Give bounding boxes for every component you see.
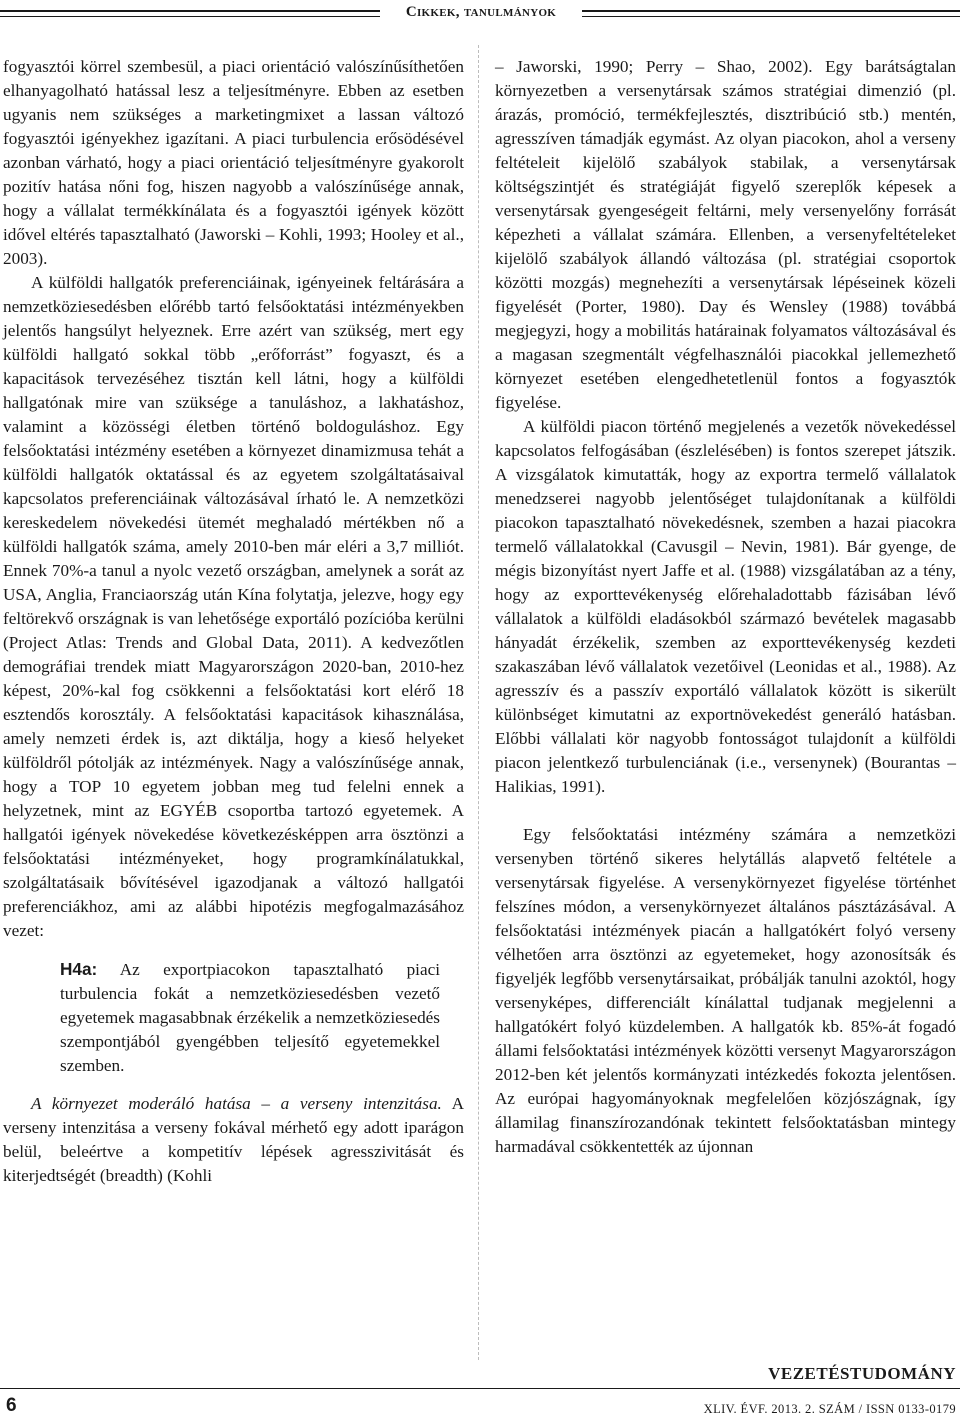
hypothesis-text: Az exportpiacokon tapasztalható piaci turbulencia fokát a nemzetköziesedésben vezető egyetemek magasabbnak érzékelik a nemzetköziesedés szempontjából gyengébben teljesítő egyetemekkel szemben. <box>60 960 440 1075</box>
paragraph <box>3 1092 464 1188</box>
section-title: Cikkek, tanulmányok <box>384 1 578 23</box>
paragraph: A külföldi hallgatók preferenciáinak, igényeinek feltárására a nemzetköziesedésben előrébb tartó felsőoktatási intézményekben jelentős hangsúlyt helyeznek. Erre azért van szükség, mert egy külföldi hallgató sokkal több „erőforrást” fogyaszt, és a kapacitások tervezéséhez tisztán kell látni, hogy a külföldi hallgatónak mire van szüksége a tanuláshoz, a lakhatáshoz, valamint a közösségi életben történő boldoguláshoz. Egy felsőoktatási intézmény esetében a környezet dinamizmusa tehát a külföldi hallgatók oktatással és az egyetem szolgáltatásaival kapcsolatos preferenciáinak változásával írható le. A nemzetközi kereskedelem növekedési ütemét meghaladó mértékben nő a külföldi hallgatók száma, amely 2010-ben már eléri a 3,7 milliót. Ennek 70%-a tanul a nyolc vezető országban, amelynek a sorát az USA, Anglia, Franciaország után Kína folytatja, jelezve, hogy egy feltörekvő országnak is van lehetősége exportáló pozícióba kerülni (Project Atlas: Trends and Global Data, 2011). A kedvezőtlen demográfiai trendek miatt Magyarországon 2020-ban, 2010-hez képest, 20%-kal fog csökkenni a felsőoktatási kort elérő 18 esztendős korosztály. A felsőoktatási kapacitások kihasználása, amely nemzeti érdek is, azt diktálja, hogy a kieső helyeket külföldről pótolják az intézmények. Nagy a valószínűsége annak, hogy a TOP 10 egyetem jobban meg tud felelni ennek a helyzetnek, mint az EGYÉB csoportba tartozó egyetemek. A hallgatói igények növekedése következésképpen arra ösztönzi a felsőoktatási intézményeket, hogy programkínálatukkal, szolgáltatásaik bővítésével igazodjanak a változó hallgatói preferenciákhoz, ami az alábbi hipotézis megfogalmazásához vezet: <box>3 273 464 940</box>
footer-rule <box>0 1388 960 1389</box>
subheading: A környezet moderáló hatása – a verseny intenzitása. <box>31 1094 442 1113</box>
column-divider <box>478 45 479 1360</box>
left-column <box>3 55 464 1188</box>
header-rule-right-thin <box>582 16 960 17</box>
header-rule-right <box>582 10 960 12</box>
issue-info: XLIV. ÉVF. 2013. 2. SZÁM / ISSN 0133-0179 <box>703 1402 956 1416</box>
paragraph: – Jaworski, 1990; Perry – Shao, 2002). Egy barátságtalan környezetben a versenytársak számos stratégiai dimenzió (pl. árazás, promóció, termékfejlesztés, disztribúció stb.) mentén, agresszíven támadják egymást. Az olyan piacokon, ahol a verseny feltételeit kijelölő szabályok stabilak, a versenytársak költségszintjét és stratégiáját figyelő szereplők képesek a versenytársak gyengeségeit feltárni, mely versenyelőny forrását képezheti a vállalat számára. Ellenben, a versenyfeltételeket kijelölő szabályok állandó változása (pl. stratégiai csoportok közötti mozgás) megnehezíti a versenytársak lépéseinek közeli figyelését (Porter, 1980). Day és Wensley (1988) továbbá megjegyzi, hogy a mobilitás határainak folyamatos változásával és a magasan szegmentált végfelhasználói piacokkal jellemezhető környezet esetében elengedhetetlenül fontos a fogyasztók figyelése. <box>495 57 956 412</box>
hypothesis-label: H4a: <box>60 959 98 979</box>
paragraph-text: A verseny intenzitása a verseny fokával mérhető egy adott iparágon belül, beleértve a kompetitív lépések agresszivitását és kiterjedtségét (breadth) (Kohli <box>3 1094 464 1185</box>
paragraph: fogyasztói körrel szembesül, a piaci orientáció valószínűsíthetően elhanyagolható hatással lesz a teljesítményre. Ebben az esetben ugyanis nem szükséges a marketingmixet a lassan változó fogyasztói igényekhez igazítani. A piaci turbulencia erősödésével azonban várható, hogy a piaci orientáció teljesítményre gyakorolt pozitív hatása nőni fog, hiszen nagyobb a valószínűsége annak, hogy a vállalat termékkínálata és a fogyasztói igények között idővel eltérés tapasztalható (Jaworski – Kohli, 1993; Hooley et al., 2003). <box>3 57 464 268</box>
right-column <box>495 55 956 1159</box>
paragraph: Egy felsőoktatási intézmény számára a nemzetközi versenyben történő sikeres helytállás alapvető feltétele a versenytársak figyelése. A versenykörnyezet figyelése történhet felszínes módon, a versenykörnyezet általános pásztázásával. A felsőoktatási intézmények piacán a hallgatókért folyó verseny vélhetően arra ösztönzi az egyetemeket, hogy azonosítsák és figyeljék legfőbb versenytársaikat, próbálják tanulni azoktól, hogy versenyképes, differenciált kínálattal tudjanak megjelenni a hallgatókért folyó küzdelemben. A hallgatók kb. 85%-át fogadó állami felsőoktatási intézmények közötti versenyt Magyarországon 2012-ben két jelentős kormányzati intézkedés fokozta jelentősen. Az európai hagyományoknak megfelelően közjószágnak, így államilag finanszírozandónak tekintett felsőoktatásban mintegy harmadával csökkentették az újonnan <box>495 825 956 1156</box>
header-rule-left <box>0 10 380 12</box>
paragraph: A külföldi piacon történő megjelenés a vezetők növekedéssel kapcsolatos felfogásában (észlelésében) is fontos szerepet játszik. A vizsgálatok kimutatták, hogy az exportra termelő vállalatok menedzserei nagyobb jelentőséget tulajdonítanak a külföldi piacokon tapasztalható növekedésnek, szemben a hazai piacokra termelő vállalatokkal (Cavusgil – Nevin, 1981). Bár gyenge, de mégis bizonyítást nyert Jaffe et al. (1988) vizsgálatában az a tény, hogy az exporttevékenység előrehaladottabb fázisában lévő vállalatok a külföldi eladásokból származó bevételek magasabb hányadát érzékelik, szemben az exporttevékenység kezdeti szakaszában lévő vállalatok vezetőivel (Leonidas et al., 1988). Az agresszív és a passzív exportáló vállalatok között is sikerült különbséget kimutatni az exportnövekedést generáló hatásban. Előbbi vállalati kör nagyobb fontosságot tulajdonít a külföldi piacon jelentkező turbulenciának (i.e., versenynek) (Bourantas – Halikias, 1991). <box>495 417 956 796</box>
journal-name: VEZETÉSTUDOMÁNY <box>768 1364 956 1383</box>
page-number: 6 <box>6 1395 17 1416</box>
hypothesis-block <box>60 957 440 1078</box>
header-rule-left-thin <box>0 16 380 17</box>
